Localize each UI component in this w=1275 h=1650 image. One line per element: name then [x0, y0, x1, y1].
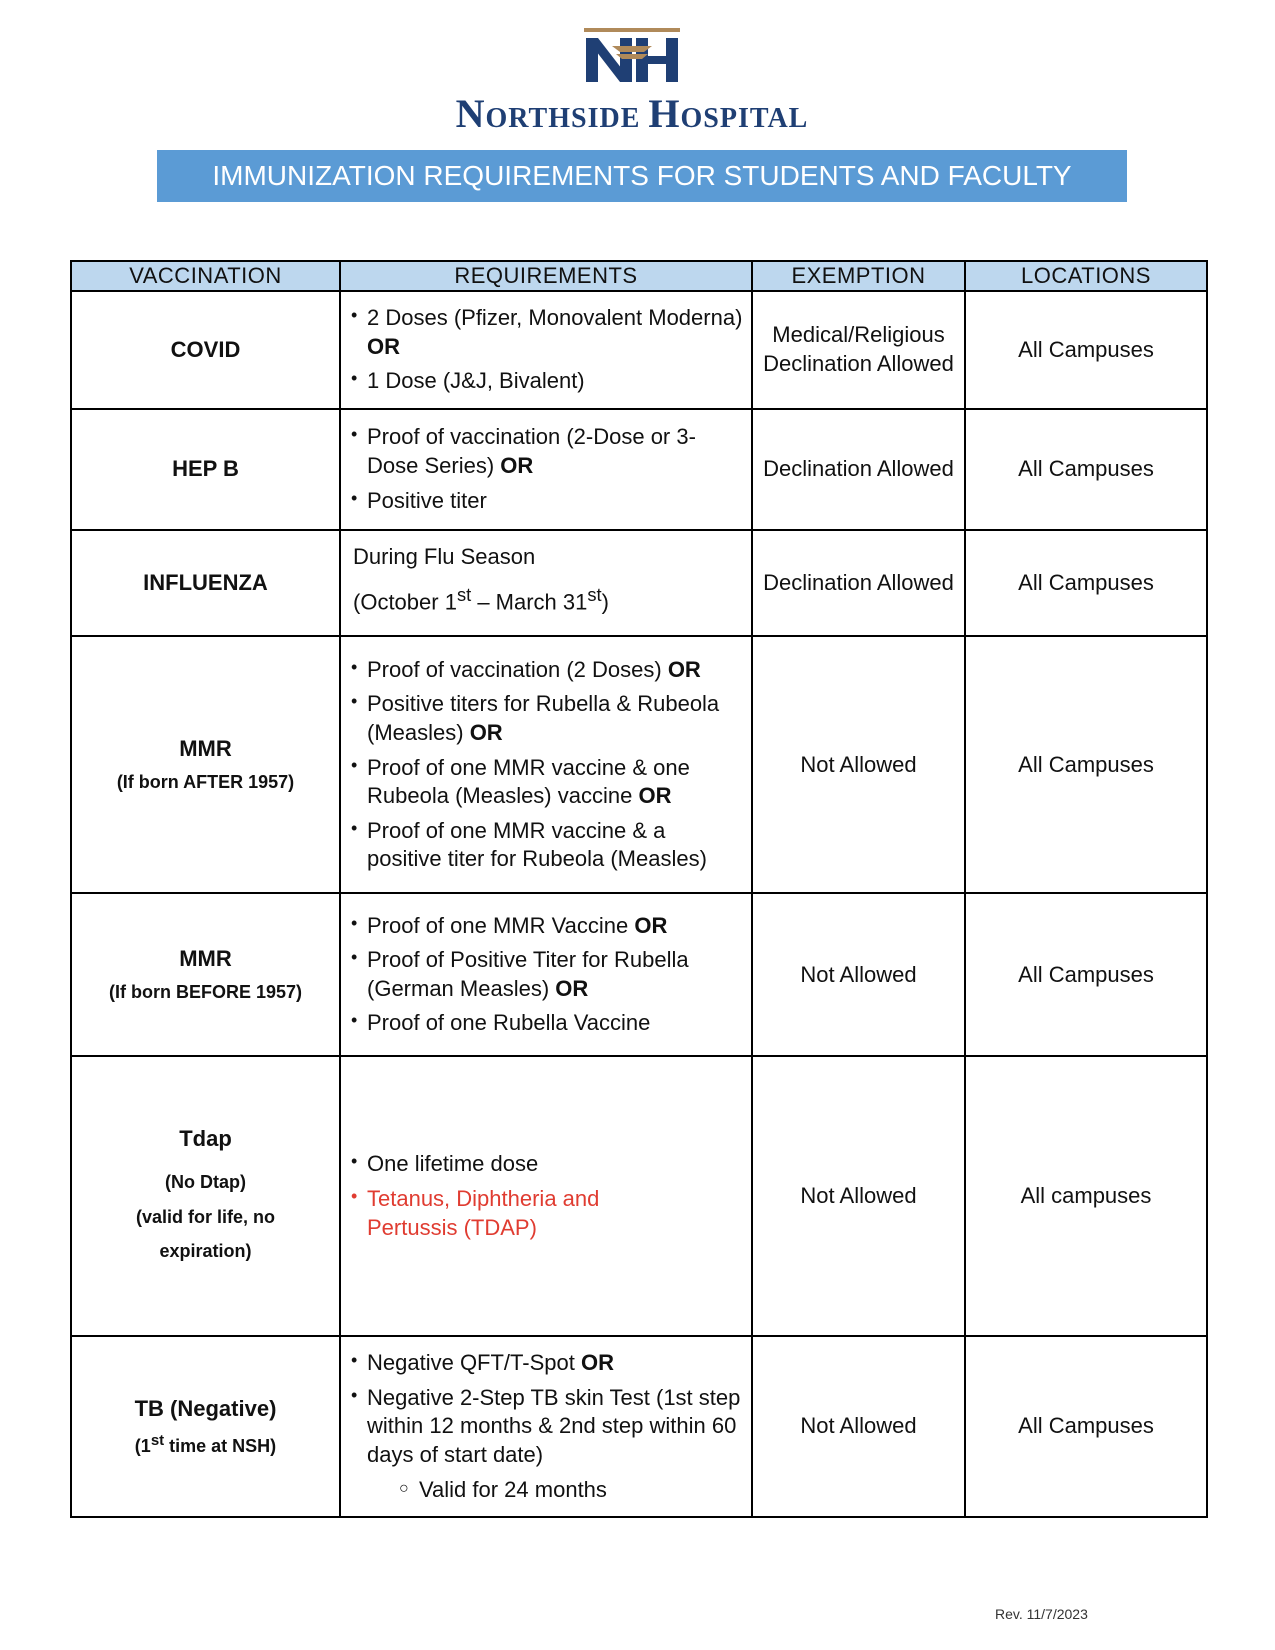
location-cell: All Campuses: [965, 409, 1207, 530]
requirement-item: • Negative 2-Step TB skin Test (1st step within 12 months & 2nd step within 60 days of start date): [349, 1384, 743, 1470]
vaccination-note: (No Dtap) (valid for life, no expiration): [135, 1172, 275, 1261]
flu-season-dates: (October 1st – March 31st): [353, 584, 609, 615]
requirements-cell: [340, 1336, 752, 1517]
flu-season-label: During Flu Season: [353, 543, 536, 569]
table-row: [71, 530, 1207, 637]
table-row: [71, 1336, 1207, 1517]
exemption-cell: Declination Allowed: [752, 530, 965, 637]
requirements-cell: [340, 1056, 752, 1336]
location-cell: All Campuses: [965, 893, 1207, 1056]
vaccination-note: (1st time at NSH): [134, 1432, 277, 1457]
vaccination-note: (If born BEFORE 1957): [108, 982, 303, 1003]
header-vaccination: VACCINATION: [71, 261, 340, 291]
vaccination-name: MMR: [179, 945, 232, 971]
location-cell: All campuses: [965, 1056, 1207, 1336]
revision-date: Rev. 11/7/2023: [995, 1606, 1088, 1622]
exemption-cell: Medical/Religious Declination Allowed: [752, 291, 965, 409]
exemption-cell: Not Allowed: [752, 1056, 965, 1336]
exemption-cell: Not Allowed: [752, 1336, 965, 1517]
vaccination-cell: [71, 530, 340, 637]
page-title-banner: IMMUNIZATION REQUIREMENTS FOR STUDENTS AND FACULTY: [157, 150, 1127, 202]
requirement-item: • Positive titers for Rubella & Rubeola (Measles) OR: [349, 690, 743, 747]
vaccination-cell: [71, 1336, 340, 1517]
org-initial-1: N: [455, 91, 486, 136]
requirement-item: • One lifetime dose: [349, 1150, 743, 1179]
requirements-cell: [340, 530, 752, 637]
vaccination-name: Tdap: [179, 1125, 232, 1151]
location-cell: All Campuses: [965, 1336, 1207, 1517]
table-row: [71, 409, 1207, 530]
header-exemption: EXEMPTION: [752, 261, 965, 291]
requirement-subitem: ○ Valid for 24 months: [349, 1476, 743, 1505]
location-cell: All Campuses: [965, 636, 1207, 893]
requirement-item: • Proof of one MMR vaccine & a positive titer for Rubeola (Measles): [349, 817, 743, 874]
exemption-cell: Not Allowed: [752, 893, 965, 1056]
vaccination-cell: [71, 409, 340, 530]
org-name-part-1: ORTHSIDE: [485, 103, 641, 134]
table-row: [71, 1056, 1207, 1336]
header-requirements: REQUIREMENTS: [340, 261, 752, 291]
requirement-item: • Proof of one MMR Vaccine OR: [349, 912, 743, 941]
requirement-item: • Positive titer: [349, 487, 743, 516]
vaccination-cell: [71, 1056, 340, 1336]
org-name-part-2: OSPITAL: [680, 103, 809, 134]
requirement-item: • Negative QFT/T-Spot OR: [349, 1349, 743, 1378]
vaccination-name: INFLUENZA: [143, 569, 268, 595]
requirement-item: • Proof of one Rubella Vaccine: [349, 1009, 743, 1038]
hospital-logo: [392, 28, 872, 138]
vaccination-cell: [71, 893, 340, 1056]
requirements-cell: [340, 636, 752, 893]
exemption-cell: Declination Allowed: [752, 409, 965, 530]
requirements-cell: [340, 291, 752, 409]
requirement-item-highlight: • Tetanus, Diphtheria and Pertussis (TDAP): [349, 1185, 743, 1242]
table-header-row: [71, 261, 1207, 291]
requirement-item: • 2 Doses (Pfizer, Monovalent Moderna) OR: [349, 304, 743, 361]
vaccination-cell: [71, 291, 340, 409]
table-row: [71, 636, 1207, 893]
requirements-cell: [340, 893, 752, 1056]
immunization-table: [70, 260, 1208, 1518]
vaccination-cell: [71, 636, 340, 893]
header-locations: LOCATIONS: [965, 261, 1207, 291]
table-row: [71, 893, 1207, 1056]
requirements-cell: [340, 409, 752, 530]
vaccination-note: (If born AFTER 1957): [116, 772, 295, 793]
vaccination-name: MMR: [179, 735, 232, 761]
vaccination-name: TB (Negative): [134, 1395, 277, 1421]
org-initial-2: H: [648, 91, 681, 136]
vaccination-name: COVID: [170, 336, 241, 362]
requirement-item: • Proof of Positive Titer for Rubella (German Measles) OR: [349, 946, 743, 1003]
vaccination-name: HEP B: [172, 455, 239, 481]
nh-logo-mark-icon: [582, 28, 682, 88]
hospital-name: [392, 90, 872, 137]
location-cell: All Campuses: [965, 530, 1207, 637]
requirement-item: • Proof of vaccination (2 Doses) OR: [349, 656, 743, 685]
requirement-item: • Proof of one MMR vaccine & one Rubeola (Measles) vaccine OR: [349, 754, 743, 811]
location-cell: All Campuses: [965, 291, 1207, 409]
requirement-item: • Proof of vaccination (2-Dose or 3-Dose Series) OR: [349, 423, 743, 480]
requirement-item: • 1 Dose (J&J, Bivalent): [349, 367, 743, 396]
exemption-cell: Not Allowed: [752, 636, 965, 893]
table-row: [71, 291, 1207, 409]
